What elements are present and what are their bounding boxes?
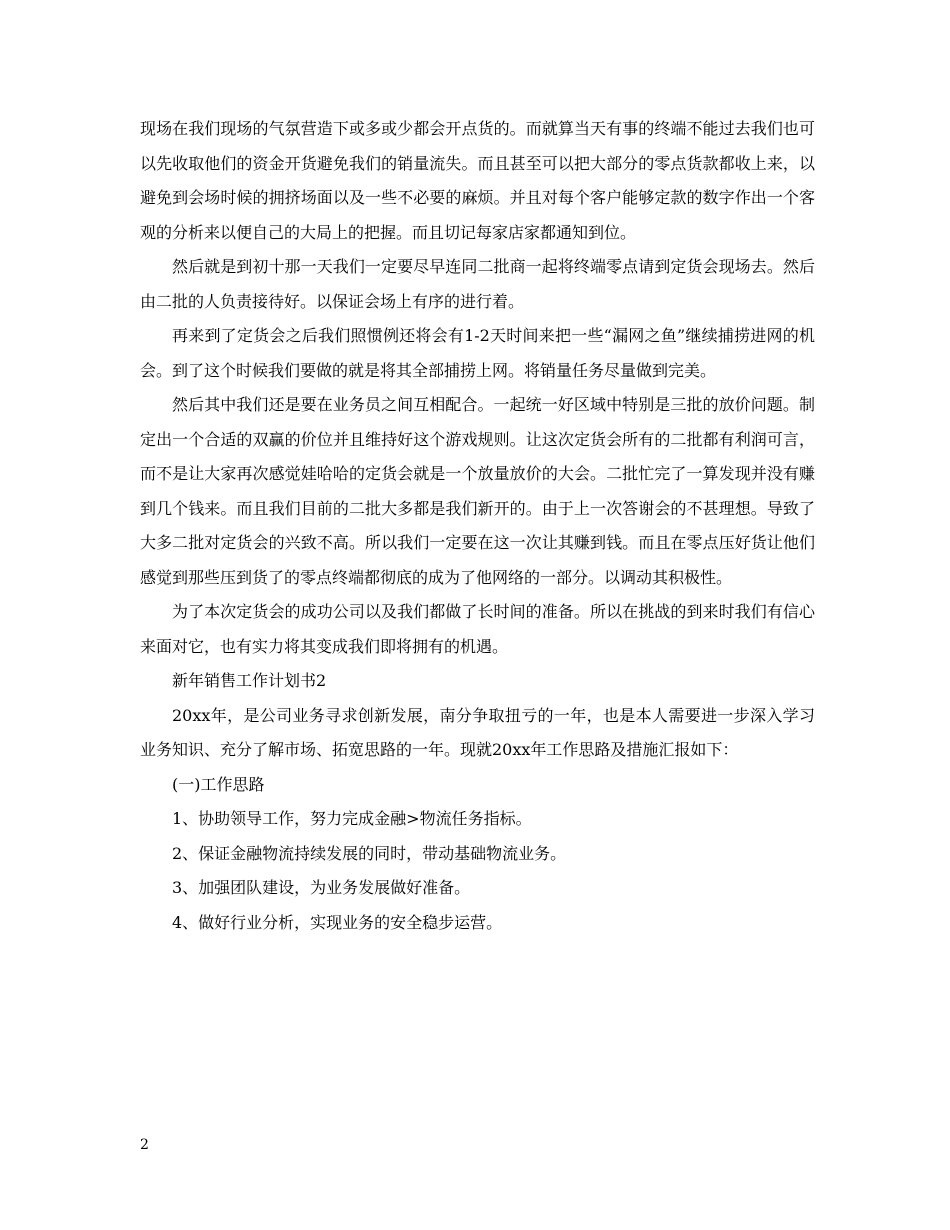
paragraph: 再来到了定货会之后我们照惯例还将会有1-2天时间来把一些“漏网之鱼”继续捕捞进网的机会。到了这个时候我们要做的就是将其全部捕捞上网。将销量任务尽量做到完美。: [140, 326, 815, 380]
paragraph: 为了本次定货会的成功公司以及我们都做了长时间的准备。所以在挑战的到来时我们有信心来面对它，也有实力将其变成我们即将拥有的机遇。: [140, 602, 815, 656]
subsection-heading: (一)工作思路: [172, 774, 265, 794]
paragraph: 20xx年，是公司业务寻求创新发展，南分争取扭亏的一年，也是本人需要进一步深入学习业务知识、充分了解市场、拓宽思路的一年。现就20xx年工作思路及措施汇报如下：: [140, 705, 815, 759]
section-heading: 新年销售工作计划书2: [172, 671, 327, 690]
list-item: 1、协助领导工作，努力完成金融>物流任务指标。: [172, 809, 532, 828]
list-item: 4、做好行业分析，实现业务的安全稳步运营。: [172, 912, 503, 932]
paragraph: 现场在我们现场的气氛营造下或多或少都会开点货的。而就算当天有事的终端不能过去我们也可以先收取他们的资金开货避免我们的销量流失。而且甚至可以把大部分的零点货款都收上来，以避免到会场时候的拥挤场面以及一些不必要的麻烦。并且对每个客户能够定款的数字作出一个客观的分析来以便自己的大局上的把握。而且切记每家店家都通知到位。: [140, 119, 815, 242]
paragraph: 然后其中我们还是要在业务员之间互相配合。一起统一好区域中特别是三批的放价问题。制定出一个合适的双赢的价位并且维持好这个游戏规则。让这次定货会所有的二批都有利润可言，而不是让大家再次感觉娃哈哈的定货会就是一个放量放价的大会。二批忙完了一算发现并没有赚到几个钱来。而且我们目前的二批大多都是我们新开的。由于上一次答谢会的不甚理想。导致了大多二批对定货会的兴致不高。所以我们一定要在这一次让其赚到钱。而且在零点压好货让他们感觉到那些压到货了的零点终端都彻底的成为了他网络的一部分。以调动其积极性。: [140, 395, 815, 587]
paragraph: 然后就是到初十那一天我们一定要尽早连同二批商一起将终端零点请到定货会现场去。然后由二批的人负责接待好。以保证会场上有序的进行着。: [140, 257, 815, 311]
list-item: 3、加强团队建设，为业务发展做好准备。: [172, 878, 471, 897]
list-item: 2、保证金融物流持续发展的同时，带动基础物流业务。: [172, 843, 567, 863]
page-number: 2: [140, 1137, 149, 1153]
document-body: [140, 112, 815, 940]
